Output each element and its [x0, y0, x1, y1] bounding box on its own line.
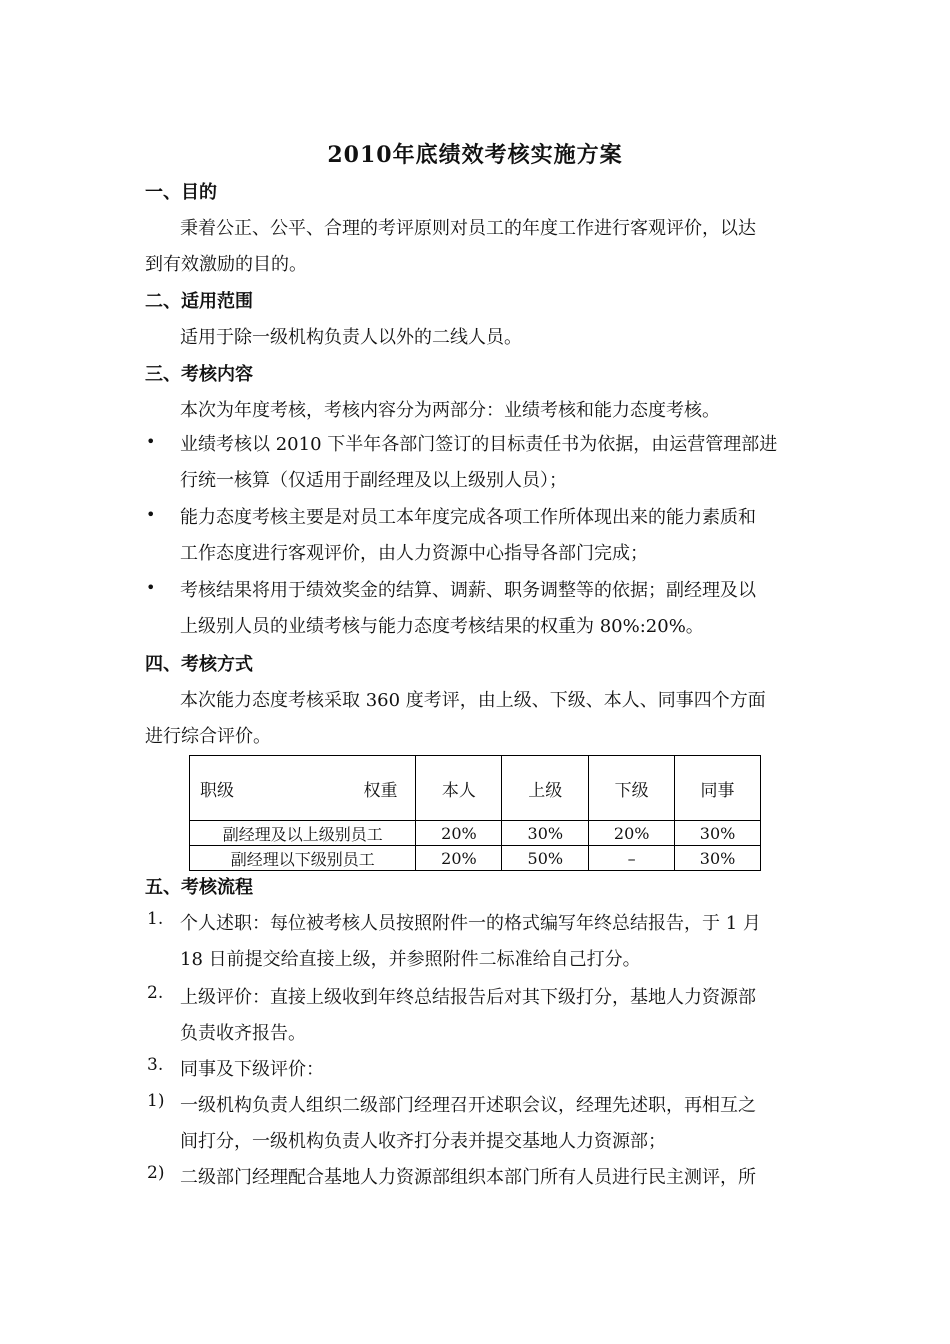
bullet-text: 上级别人员的业绩考核与能力态度考核结果的权重为 80%:20%。	[180, 616, 704, 637]
table-cell: 50%	[502, 846, 589, 871]
section-heading-process: 五、考核流程	[145, 877, 253, 898]
table-corner-cell	[190, 756, 416, 821]
paragraph-line: 到有效激励的目的。	[145, 254, 307, 275]
list-number: 1)	[147, 1091, 165, 1111]
bullet-marker: •	[146, 578, 156, 597]
list-number: 2)	[147, 1163, 165, 1183]
weight-table	[189, 755, 761, 871]
column-header: 上级	[502, 756, 589, 821]
table-cell: 30%	[675, 821, 761, 846]
row-label: 副经理及以上级别员工	[190, 821, 416, 846]
bullet-marker: •	[146, 432, 156, 451]
list-item-text: 18 日前提交给直接上级，并参照附件二标准给自己打分。	[180, 949, 641, 970]
bullet-text: 考核结果将用于绩效奖金的结算、调薪、职务调整等的依据；副经理及以	[180, 580, 756, 601]
bullet-text: 行统一核算（仅适用于副经理及以上级别人员）；	[180, 470, 567, 491]
table-cell: 30%	[502, 821, 589, 846]
bullet-text: 工作态度进行客观评价，由人力资源中心指导各部门完成；	[180, 543, 648, 564]
column-header: 下级	[589, 756, 675, 821]
table-row	[190, 846, 761, 871]
list-item-text: 个人述职：每位被考核人员按照附件一的格式编写年终总结报告，于 1 月	[180, 913, 761, 934]
section-heading-purpose: 一、目的	[145, 182, 217, 203]
table-cell: 20%	[589, 821, 675, 846]
bullet-text: 业绩考核以 2010 下半年各部门签订的目标责任书为依据，由运营管理部进	[180, 434, 778, 455]
list-number: 1.	[147, 909, 164, 929]
row-label: 副经理以下级别员工	[190, 846, 416, 871]
table-cell: 30%	[675, 846, 761, 871]
list-number: 3.	[147, 1055, 164, 1075]
section-heading-method: 四、考核方式	[145, 654, 253, 675]
table-cell: 20%	[416, 846, 502, 871]
column-header: 本人	[416, 756, 502, 821]
corner-label-weight: 权重	[363, 781, 398, 801]
bullet-text: 能力态度考核主要是对员工本年度完成各项工作所体现出来的能力素质和	[180, 507, 756, 528]
table-header-row	[190, 756, 761, 821]
document-title: 2010年底绩效考核实施方案	[327, 142, 623, 168]
table-cell: –	[589, 846, 675, 871]
table-row	[190, 821, 761, 846]
list-item-text: 间打分，一级机构负责人收齐打分表并提交基地人力资源部；	[180, 1131, 666, 1152]
list-number: 2.	[147, 983, 164, 1003]
table-cell: 20%	[416, 821, 502, 846]
section-heading-scope: 二、适用范围	[145, 291, 253, 312]
paragraph-line: 进行综合评价。	[145, 726, 271, 747]
paragraph-line: 适用于除一级机构负责人以外的二线人员。	[180, 327, 522, 348]
list-item-text: 上级评价：直接上级收到年终总结报告后对其下级打分，基地人力资源部	[180, 987, 756, 1008]
section-heading-content: 三、考核内容	[145, 364, 253, 385]
list-item-text: 负责收齐报告。	[180, 1023, 306, 1044]
list-item-text: 同事及下级评价：	[180, 1059, 324, 1080]
bullet-marker: •	[146, 505, 156, 524]
paragraph-line: 本次为年度考核，考核内容分为两部分：业绩考核和能力态度考核。	[180, 400, 720, 421]
corner-label-rank: 职级	[200, 781, 234, 801]
list-item-text: 二级部门经理配合基地人力资源部组织本部门所有人员进行民主测评，所	[180, 1167, 756, 1188]
paragraph-line: 本次能力态度考核采取 360 度考评，由上级、下级、本人、同事四个方面	[180, 690, 766, 711]
column-header: 同事	[675, 756, 761, 821]
paragraph-line: 秉着公正、公平、合理的考评原则对员工的年度工作进行客观评价，以达	[180, 218, 756, 239]
list-item-text: 一级机构负责人组织二级部门经理召开述职会议，经理先述职，再相互之	[180, 1095, 756, 1116]
